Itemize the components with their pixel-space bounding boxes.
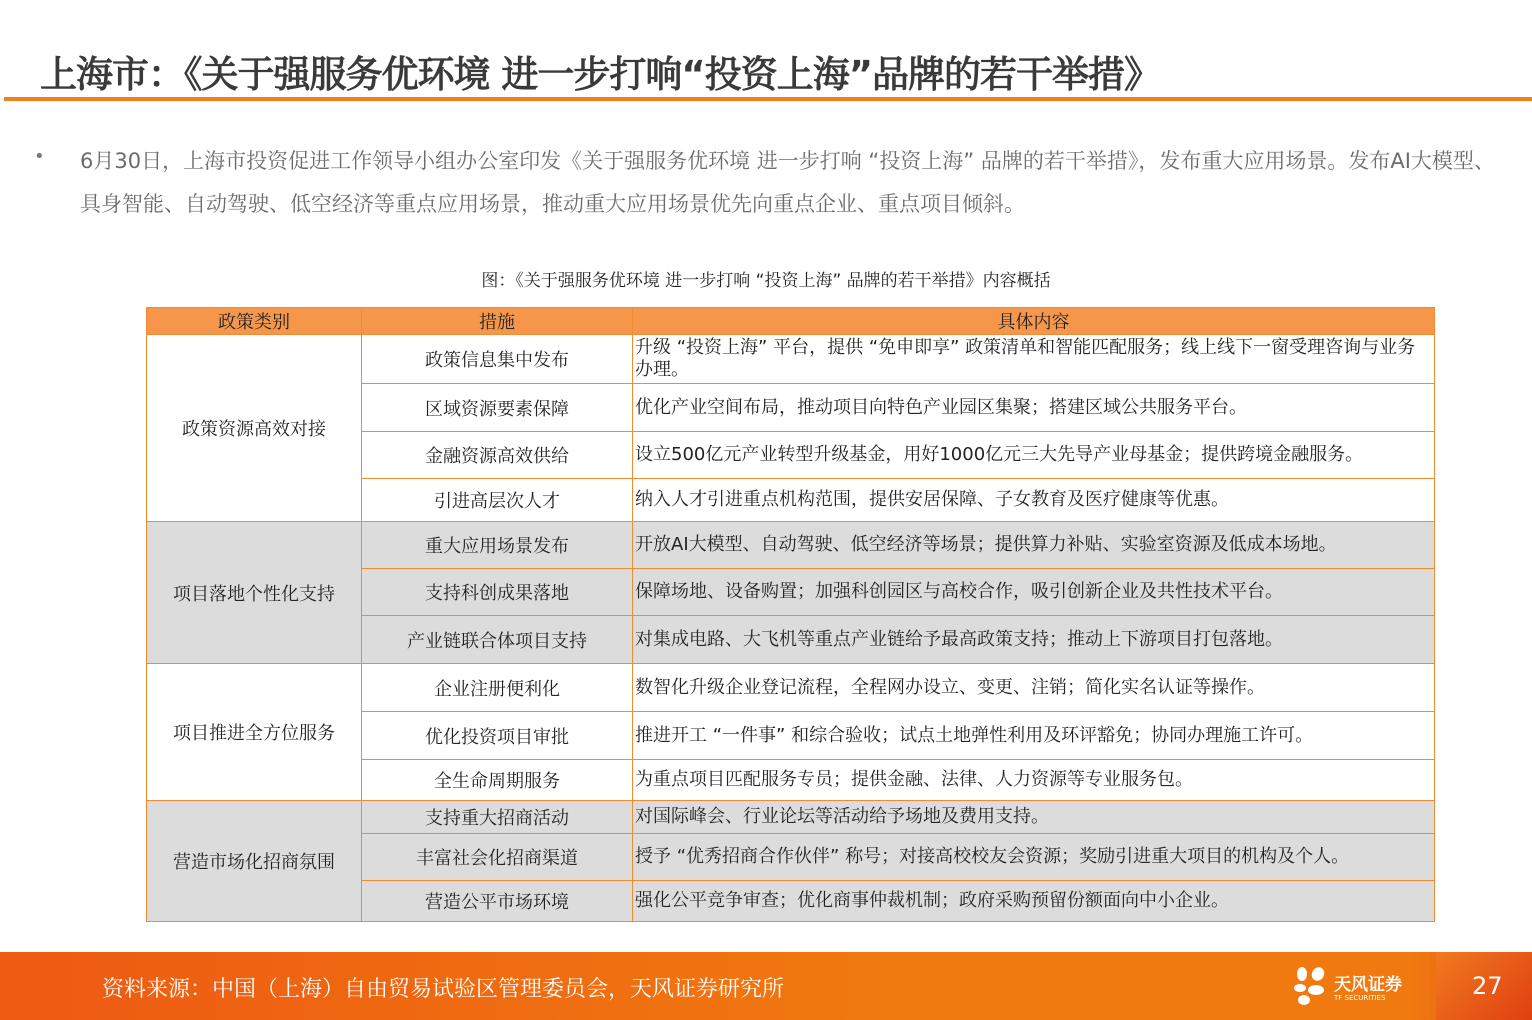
content-cell: 数智化升级企业登记流程，全程网办设立、变更、注销；简化实名认证等操作。 [633,664,1435,712]
table-header-row [147,308,1435,335]
measure-cell: 重大应用场景发布 [362,522,633,569]
measure-cell: 企业注册便利化 [362,664,633,712]
bullet-icon: • [34,146,45,167]
category-cell: 政策资源高效对接 [147,335,362,522]
content-cell: 纳入人才引进重点机构范围，提供安居保障、子女教育及医疗健康等优惠。 [633,479,1435,522]
content-cell: 授予 “优秀招商合作伙伴” 称号；对接高校校友会资源；奖励引进重大项目的机构及个人。 [633,834,1435,881]
category-cell: 营造市场化招商氛围 [147,801,362,922]
table-row [147,335,1435,384]
measure-cell: 优化投资项目审批 [362,712,633,760]
measure-cell: 产业链联合体项目支持 [362,616,633,664]
content-cell: 推进开工 “一件事” 和综合验收；试点土地弹性利用及环评豁免；协同办理施工许可。 [633,712,1435,760]
summary-paragraph: 6月30日，上海市投资促进工作领导小组办公室印发《关于强服务优环境 进一步打响 “投资上海” 品牌的若干举措》，发布重大应用场景。发布AI大模型、具身智能、自动驾驶、低空经济等重点应用场景，推动重大应用场景优先向重点企业、重点项目倾斜。 [80,149,1495,216]
content-cell: 升级 “投资上海” 平台，提供 “免申即享” 政策清单和智能匹配服务；线上线下一窗受理咨询与业务办理。 [633,335,1435,384]
measure-cell: 丰富社会化招商渠道 [362,834,633,881]
table-row [147,664,1435,712]
header-content: 具体内容 [633,308,1435,335]
page-title: 上海市：《关于强服务优环境 进一步打响“投资上海”品牌的若干举措》 [40,53,1161,96]
policy-table [146,307,1435,922]
content-cell: 保障场地、设备购置；加强科创园区与高校合作，吸引创新企业及共性技术平台。 [633,569,1435,616]
measure-cell: 支持重大招商活动 [362,801,633,834]
content-cell: 强化公平竞争审查；优化商事仲裁机制；政府采购预留份额面向中小企业。 [633,881,1435,922]
measure-cell: 政策信息集中发布 [362,335,633,384]
flower-logo-icon [1292,966,1332,1006]
content-cell: 设立500亿元产业转型升级基金，用好1000亿元三大先导产业母基金；提供跨境金融服务。 [633,432,1435,479]
measure-cell: 区域资源要素保障 [362,384,633,432]
category-cell: 项目落地个性化支持 [147,522,362,664]
logo-text-en: TF SECURITIES [1334,994,1386,1002]
measure-cell: 全生命周期服务 [362,760,633,801]
source-note: 资料来源：中国（上海）自由贸易试验区管理委员会，天风证券研究所 [102,977,785,1002]
table-row [147,801,1435,834]
content-cell: 优化产业空间布局，推动项目向特色产业园区集聚；搭建区域公共服务平台。 [633,384,1435,432]
header-measure: 措施 [362,308,633,335]
measure-cell: 金融资源高效供给 [362,432,633,479]
measure-cell: 营造公平市场环境 [362,881,633,922]
table-row [147,522,1435,569]
measure-cell: 引进高层次人才 [362,479,633,522]
title-divider [4,97,1532,101]
category-cell: 项目推进全方位服务 [147,664,362,801]
logo-text-cn: 天风证券 [1334,975,1402,995]
measure-cell: 支持科创成果落地 [362,569,633,616]
figure-caption: 图：《关于强服务优环境 进一步打响 “投资上海” 品牌的若干举措》内容概括 [481,271,1051,291]
content-cell: 对集成电路、大飞机等重点产业链给予最高政策支持；推动上下游项目打包落地。 [633,616,1435,664]
footer-bar [0,952,1532,1020]
content-cell: 开放AI大模型、自动驾驶、低空经济等场景；提供算力补贴、实验室资源及低成本场地。 [633,522,1435,569]
header-category: 政策类别 [147,308,362,335]
content-cell: 为重点项目匹配服务专员；提供金融、法律、人力资源等专业服务包。 [633,760,1435,801]
company-logo [1292,966,1402,1010]
page-number: 27 [1472,972,1503,1000]
content-cell: 对国际峰会、行业论坛等活动给予场地及费用支持。 [633,801,1435,834]
